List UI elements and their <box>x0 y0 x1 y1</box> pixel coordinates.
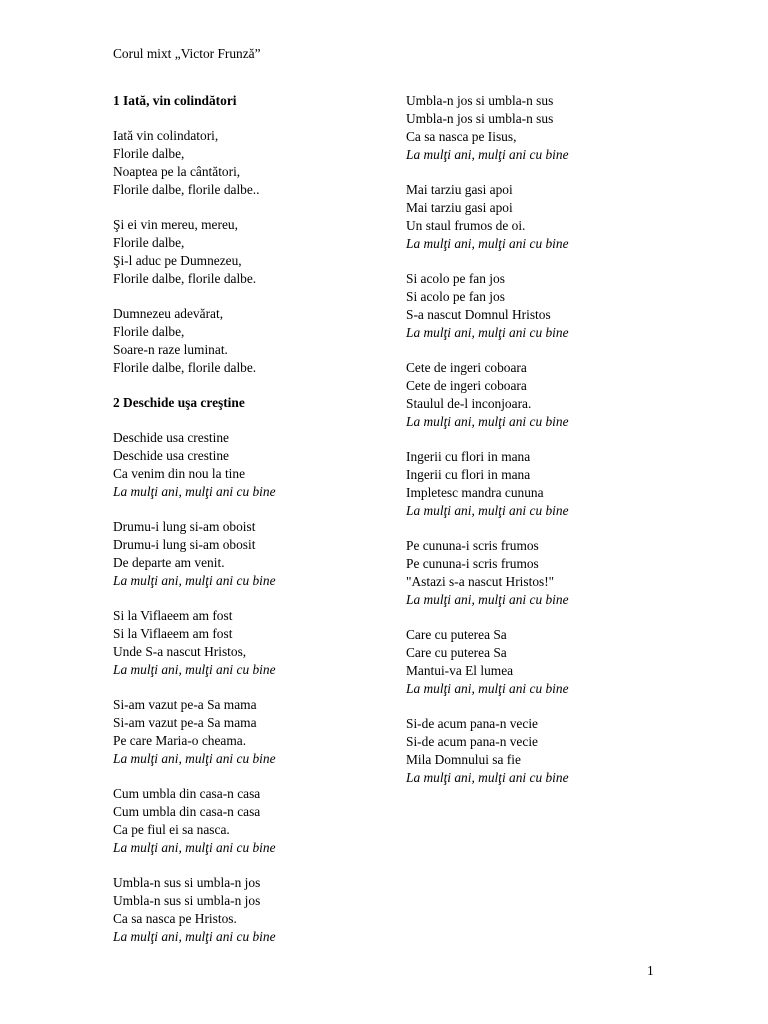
verse-line: Cum umbla din casa-n casa <box>113 804 261 819</box>
verse-line: Mai tarziu gasi apoi <box>406 200 513 215</box>
verse-line: Drumu-i lung si-am oboist <box>113 519 256 534</box>
stanza <box>406 537 696 609</box>
verse-line: Pe care Maria-o cheama. <box>113 733 247 748</box>
verse-line: Si-am vazut pe-a Sa mama <box>113 715 257 730</box>
verse-line: S-a nascut Domnul Hristos <box>406 307 551 322</box>
verse-line: Staulul de-l inconjoara. <box>406 396 532 411</box>
verse-line: Mantui-va El lumea <box>406 663 514 678</box>
lyrics-column-right <box>406 92 696 804</box>
verse-line: Deschide usa crestine <box>113 448 230 463</box>
stanza <box>113 607 403 679</box>
verse-line: Iată vin colindatori, <box>113 128 219 143</box>
verse-line: Florile dalbe, florile dalbe.. <box>113 182 260 197</box>
stanza <box>406 359 696 431</box>
verse-line: Ca venim din nou la tine <box>113 466 246 481</box>
lyrics-column-left <box>113 92 403 963</box>
verse-line: Un staul frumos de oi. <box>406 218 526 233</box>
refrain-line: La mulţi ani, mulţi ani cu bine <box>113 929 276 944</box>
stanza <box>406 626 696 698</box>
verse-line: Care cu puterea Sa <box>406 627 507 642</box>
verse-line: Impletesc mandra cununa <box>406 485 544 500</box>
verse-line: Deschide usa crestine <box>113 430 230 445</box>
verse-line: Umbla-n jos si umbla-n sus <box>406 111 554 126</box>
verse-line: De departe am venit. <box>113 555 225 570</box>
stanza <box>406 270 696 342</box>
verse-line: Umbla-n sus si umbla-n jos <box>113 893 261 908</box>
verse-line: Si acolo pe fan jos <box>406 271 505 286</box>
page-number: 1 <box>647 963 654 978</box>
verse-line: Cete de ingeri coboara <box>406 378 527 393</box>
stanza <box>113 874 403 946</box>
refrain-line: La mulţi ani, mulţi ani cu bine <box>406 592 569 607</box>
verse-line: Ingerii cu flori in mana <box>406 449 531 464</box>
stanza <box>113 127 403 199</box>
verse-line: Si-de acum pana-n vecie <box>406 734 538 749</box>
verse-line: Unde S-a nascut Hristos, <box>113 644 247 659</box>
verse-line: Si-am vazut pe-a Sa mama <box>113 697 257 712</box>
verse-line: Soare-n raze luminat. <box>113 342 228 357</box>
verse-line: Dumnezeu adevărat, <box>113 306 224 321</box>
stanza <box>113 518 403 590</box>
stanza <box>406 715 696 787</box>
verse-line: Florile dalbe, <box>113 146 185 161</box>
verse-line: Pe cununa-i scris frumos <box>406 538 539 553</box>
verse-line: Drumu-i lung si-am obosit <box>113 537 256 552</box>
verse-line: "Astazi s-a nascut Hristos!" <box>406 574 555 589</box>
refrain-line: La mulţi ani, mulţi ani cu bine <box>406 681 569 696</box>
refrain-line: La mulţi ani, mulţi ani cu bine <box>113 573 276 588</box>
stanza <box>113 696 403 768</box>
verse-line: Umbla-n jos si umbla-n sus <box>406 93 554 108</box>
refrain-line: La mulţi ani, mulţi ani cu bine <box>406 503 569 518</box>
refrain-line: La mulţi ani, mulţi ani cu bine <box>113 840 276 855</box>
refrain-line: La mulţi ani, mulţi ani cu bine <box>113 484 276 499</box>
verse-line: Si acolo pe fan jos <box>406 289 505 304</box>
verse-line: Umbla-n sus si umbla-n jos <box>113 875 261 890</box>
stanza <box>406 448 696 520</box>
refrain-line: La mulţi ani, mulţi ani cu bine <box>406 325 569 340</box>
refrain-line: La mulţi ani, mulţi ani cu bine <box>113 751 276 766</box>
refrain-line: La mulţi ani, mulţi ani cu bine <box>406 147 569 162</box>
verse-line: Cum umbla din casa-n casa <box>113 786 261 801</box>
verse-line: Si-de acum pana-n vecie <box>406 716 538 731</box>
refrain-line: La mulţi ani, mulţi ani cu bine <box>406 770 569 785</box>
refrain-line: La mulţi ani, mulţi ani cu bine <box>113 662 276 677</box>
verse-line: Şi-l aduc pe Dumnezeu, <box>113 253 242 268</box>
verse-line: Mai tarziu gasi apoi <box>406 182 513 197</box>
verse-line: Mila Domnului sa fie <box>406 752 521 767</box>
verse-line: Şi ei vin mereu, mereu, <box>113 217 238 232</box>
stanza <box>113 216 403 288</box>
stanza <box>113 305 403 377</box>
verse-line: Si la Viflaeem am fost <box>113 626 233 641</box>
verse-line: Pe cununa-i scris frumos <box>406 556 539 571</box>
refrain-line: La mulţi ani, mulţi ani cu bine <box>406 236 569 251</box>
verse-line: Florile dalbe, <box>113 324 185 339</box>
verse-line: Si la Viflaeem am fost <box>113 608 233 623</box>
verse-line: Ca pe fiul ei sa nasca. <box>113 822 230 837</box>
verse-line: Care cu puterea Sa <box>406 645 507 660</box>
stanza <box>113 429 403 501</box>
verse-line: Florile dalbe, florile dalbe. <box>113 360 257 375</box>
verse-line: Noaptea pe la cântători, <box>113 164 241 179</box>
stanza <box>113 785 403 857</box>
verse-line: Florile dalbe, florile dalbe. <box>113 271 257 286</box>
song-title: 1 Iată, vin colindători <box>113 93 237 108</box>
verse-line: Cete de ingeri coboara <box>406 360 527 375</box>
stanza <box>406 92 696 164</box>
verse-line: Ca sa nasca pe Hristos. <box>113 911 237 926</box>
verse-line: Florile dalbe, <box>113 235 185 250</box>
refrain-line: La mulţi ani, mulţi ani cu bine <box>406 414 569 429</box>
stanza <box>406 181 696 253</box>
verse-line: Ingerii cu flori in mana <box>406 467 531 482</box>
choir-header: Corul mixt „Victor Frunză” <box>113 46 261 61</box>
song-title: 2 Deschide uşa creştine <box>113 395 245 410</box>
verse-line: Ca sa nasca pe Iisus, <box>406 129 517 144</box>
